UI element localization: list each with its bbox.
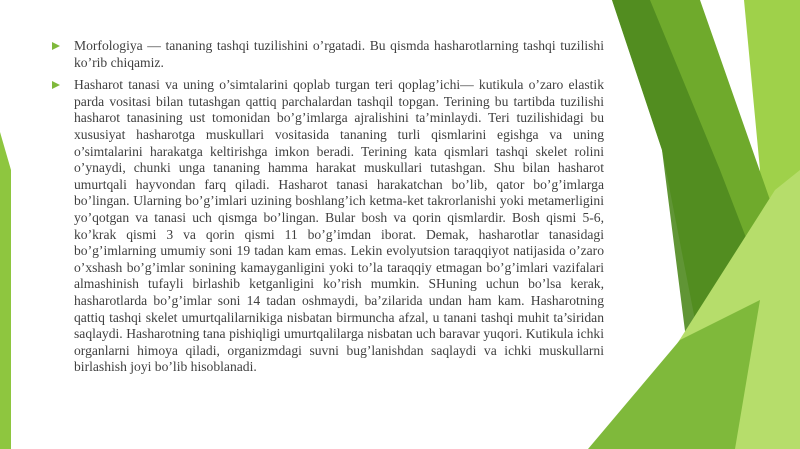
slide-content [52, 38, 604, 382]
left-edge-stripe [0, 132, 11, 449]
bullet-arrow-icon [52, 42, 60, 50]
bullet-item [52, 38, 604, 71]
right-facet-bottom [588, 300, 760, 449]
bullet-text: Hasharot tanasi va uning o’simtalarini qoplab turgan teri qoplag’ichi— kutikula o’zaro elastik parda vositasi bilan tutashgan qattiq parchalardan tashqil topgan. Terining bu tartibda tuzilishi hasharot tanasining ust tomonidan bo’g’imlarga ajralishini ta’minlaydi. Teri tuzilishidagi bu xususiyat hasharotga muskullari vositasida tananing turli qismlarini egishga va uning o’simtalarini harakatga keltirishga imkon beradi. Terining kata qismlari tashqi skelet rolini o’ynaydi, chunki unga tananing hamma harakat muskullari tutashgan. Shu bilan hasharot umurtqali hayvondan farq qiladi. Hasharot tanasi harakatchan bo’lib, qator bo’g’imlarga bo’lingan. Ularning bo’g’imlari uzining boshlang’ich ketma-ket takrorlanishi yoki metamerligini yo’qotgan va tanasi uch qismga bo’lingan. Bular bosh va qorin qismlardir. Bosh qismi 5-6, ko’krak qismi 3 va qorin qismi 11 bo’g’imdan iborat. Demak, hasharotlar tanasidagi bo’g’imlarning umumiy soni 19 tadan kam emas. Lekin evolyutsion taraqqiyot natijasida o’zaro o’xshash bo’g’imlar sonining kamayganligini yoki to’la taraqqiy etmagan bo’g’imlari vazifalari almashinish tufayli birlashib ketganligini ko’rish mumkin. SHuning uchun bo’lsa kerak, hasharotlarda bo’g’imlar soni 14 tadan oshmaydi, ba’zilarida undan ham kam. Hasharotning qattiq tashqi skelet umurtqalilarnikiga nisbatan birmuncha afzal, u tanani tashqi muhit ta’siridan saqlaydi. Hasharotning tana pishiqligi umurtqalilarga nisbatan uch baravar yuqori. Kutikula ichki organlarni himoya qiladi, organizmdagi suvni bug’lanishdan saqlaydi va ichki muskullarni birlashish joyi bo’lib hisoblanadi. [74, 77, 604, 375]
bullet-item [52, 77, 604, 376]
bullet-arrow-icon [52, 81, 60, 89]
bullet-text: Morfologiya — tananing tashqi tuzilishini o’rgatadi. Bu qismda hasharotlarning tashqi tuzilishi ko’rib chiqamiz. [74, 38, 604, 70]
